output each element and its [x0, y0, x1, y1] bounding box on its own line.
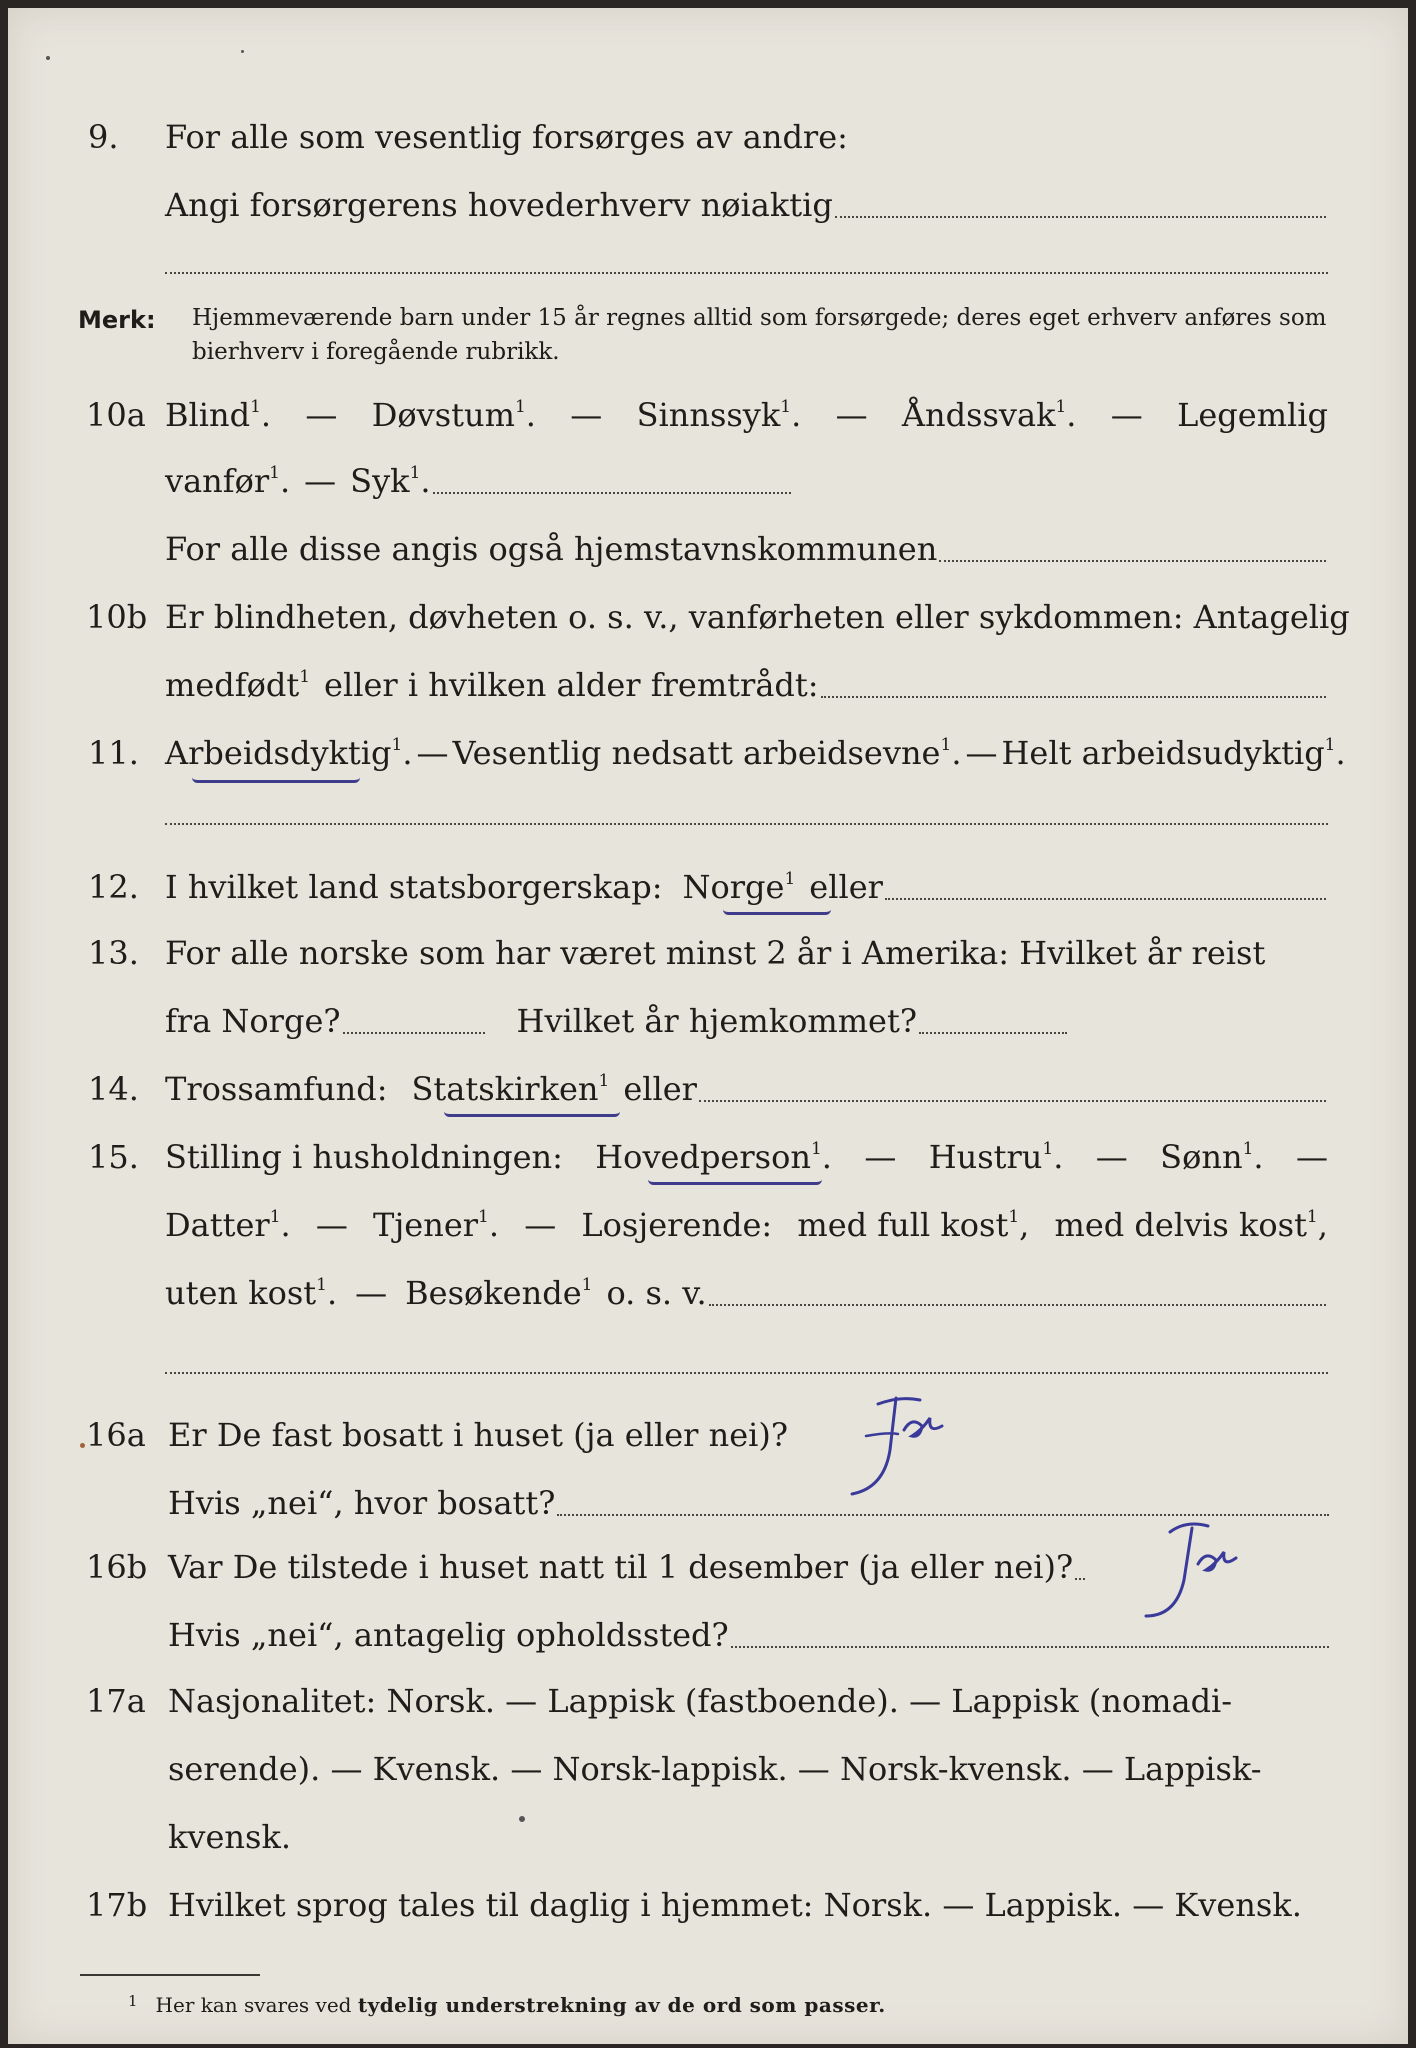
question-11-row: 11. Arbeidsdyktig$^1$. — Vesentlig nedsatt arbeidsevne$^1$. — Helt arbeidsudyktig$^1$.: [88, 734, 1346, 772]
question-16a-prompt: Hvis „nei“, hvor bosatt?: [168, 1484, 556, 1522]
option-hovedperson[interactable]: Hovedperson: [595, 1138, 811, 1176]
pen-underline-arbeidsdyktig: [192, 772, 360, 783]
footnote-ref: 1: [1306, 1207, 1318, 1227]
paper-speck: [46, 56, 50, 60]
text-eller: eller: [623, 1070, 697, 1108]
answer-field-13-reist[interactable]: [343, 1031, 485, 1034]
option-medfodt[interactable]: medfødt: [165, 666, 300, 704]
option-legemlig[interactable]: Legemlig: [1177, 396, 1328, 434]
question-17a-row: [8, 1682, 1408, 1722]
question-17a-row-3: [8, 1818, 1408, 1858]
question-16a-text: Er De fast bosatt i huset (ja eller nei)?: [168, 1416, 789, 1454]
question-number: 16b: [86, 1548, 148, 1586]
question-15-row-2: Datter$^1$. — Tjener$^1$. — Losjerende: med full kost$^1$, med delvis kost$^1$,: [165, 1206, 1328, 1244]
option-norge[interactable]: Norge: [682, 868, 785, 906]
pen-underline-norge: [723, 904, 831, 915]
option-syk[interactable]: Syk: [350, 462, 410, 500]
question-number: 10a: [86, 396, 146, 434]
option-vanfor[interactable]: vanfør: [165, 462, 270, 500]
option-sinnssyk[interactable]: Sinnssyk: [636, 396, 781, 434]
handwritten-answer-text: Ja: [1136, 1518, 1137, 1519]
question-number: 9.: [88, 118, 119, 156]
dash: —: [965, 734, 998, 772]
question-13-row-2: [8, 1002, 1408, 1042]
handwritten-answer-text: Ja: [838, 1390, 839, 1391]
question-10b-text: Er blindheten, døvheten o. s. v., vanførheten eller sykdommen: Antagelig: [165, 598, 1350, 636]
note-label: Merk:: [78, 306, 156, 334]
paper-speck: [241, 50, 244, 53]
question-number: 12.: [88, 868, 139, 906]
question-10a-row: 10a Blind$^1$. — Døvstum$^1$. — Sinnssyk$^1$. — Åndssvak$^1$. — Legemlig: [86, 396, 1328, 434]
question-17b-text: Hvilket sprog tales til daglig i hjemmet: Norsk. — Lappisk. — Kvensk.: [168, 1886, 1302, 1924]
question-number: 16a: [86, 1416, 146, 1454]
question-16b-text: Var De tilstede i huset natt til 1 desember (ja eller nei)?: [168, 1548, 1074, 1586]
answer-field-9[interactable]: [835, 215, 1326, 218]
question-17a-row-2: [8, 1750, 1408, 1790]
question-15-row-3: uten kost$^1$. — Besøkende$^1$ o. s. v.: [8, 1274, 1408, 1314]
answer-field-14[interactable]: [699, 1099, 1326, 1102]
footnote-ref: 1: [810, 1139, 822, 1159]
text-eller: eller: [809, 868, 883, 906]
question-15-text: Stilling i husholdningen:: [165, 1138, 563, 1176]
footnote-emphasis: tydelig understrekning av de ord som passer.: [357, 1993, 886, 2017]
dash: —: [570, 396, 603, 434]
option-datter[interactable]: Datter: [165, 1206, 270, 1244]
handwritten-answer-ja-16b: [1136, 1518, 1266, 1630]
footnote-mark: 1: [128, 1992, 138, 2010]
answer-field-10a[interactable]: [433, 491, 791, 494]
question-number: 10b: [86, 598, 148, 636]
answer-field-15[interactable]: [709, 1303, 1326, 1306]
option-arbeidsdyktig[interactable]: Arbeidsdyktig: [165, 734, 392, 772]
option-sonn[interactable]: Sønn: [1160, 1138, 1243, 1176]
dash: —: [355, 1274, 388, 1312]
dash: —: [304, 462, 337, 500]
dash: —: [315, 1206, 348, 1244]
answer-field-16b[interactable]: [1075, 1577, 1085, 1580]
question-13-prompt-reist: fra Norge?: [165, 1002, 341, 1040]
question-9-row: [8, 118, 1408, 158]
answer-field-11-extra[interactable]: [165, 823, 1328, 825]
dash: —: [305, 396, 338, 434]
question-10b-prompt: eller i hvilken alder fremtrådt:: [324, 666, 819, 704]
option-statskirken[interactable]: Statskirken: [411, 1070, 599, 1108]
footnote-ref: 1: [598, 1071, 610, 1091]
question-13-prompt-hjemkommet: Hvilket år hjemkommet?: [516, 1002, 917, 1040]
question-17a-text-3: kvensk.: [168, 1818, 291, 1856]
option-losjerende[interactable]: Losjerende:: [581, 1206, 773, 1244]
question-13-text: For alle norske som har været minst 2 år i Amerika: Hvilket år reist: [165, 934, 1266, 972]
dash: —: [1295, 1138, 1328, 1176]
question-10a-row-3: [8, 530, 1408, 570]
question-number: 17b: [86, 1886, 148, 1924]
footnote-ref: 1: [316, 1275, 327, 1295]
text-osv: o. s. v.: [606, 1274, 707, 1312]
answer-field-9-extra[interactable]: [165, 272, 1328, 274]
dash: —: [1110, 396, 1143, 434]
question-12-text: I hvilket land statsborgerskap:: [165, 868, 663, 906]
pen-underline-hovedperson: [648, 1174, 822, 1185]
footnote-ref: 1: [940, 735, 952, 755]
footnote-ref: 1: [391, 735, 403, 755]
pen-underline-statskirken: [444, 1106, 620, 1117]
footnote-ref: 1: [409, 463, 421, 483]
question-17a-text-2: serende). — Kvensk. — Norsk-lappisk. — Norsk-kvensk. — Lappisk-: [168, 1750, 1262, 1788]
question-number: 11.: [88, 734, 139, 772]
question-10b-row-2: [8, 666, 1408, 706]
answer-field-12[interactable]: [885, 897, 1326, 900]
footnote-text: Her kan svares ved: [155, 1993, 352, 2017]
footnote-ref: 1: [784, 869, 796, 889]
option-dovstum[interactable]: Døvstum: [371, 396, 515, 434]
dash: —: [1095, 1138, 1128, 1176]
option-delvis-kost[interactable]: med delvis kost: [1054, 1206, 1307, 1244]
dash: —: [524, 1206, 557, 1244]
question-14-row: [8, 1070, 1408, 1110]
option-andssvak[interactable]: Åndssvak: [901, 396, 1056, 434]
footnote-ref: 1: [1008, 1207, 1020, 1227]
option-hustru[interactable]: Hustru: [928, 1138, 1043, 1176]
footnote-ref: 1: [478, 1207, 489, 1227]
footnote-rule: [80, 1974, 260, 1976]
option-besokende[interactable]: Besøkende: [405, 1274, 582, 1312]
question-9-text: For alle som vesentlig forsørges av andre:: [165, 118, 848, 156]
footnote-ref: 1: [514, 397, 526, 417]
answer-field-10a-kommune[interactable]: [939, 559, 1326, 562]
footnote-ref: 1: [780, 397, 792, 417]
footnote-ref: 1: [299, 667, 311, 687]
footnote: [128, 1993, 886, 2017]
option-uten-kost[interactable]: uten kost: [165, 1274, 317, 1312]
question-17a-text: Nasjonalitet: Norsk. — Lappisk (fastboende). — Lappisk (nomadi-: [168, 1682, 1233, 1720]
option-udyktig[interactable]: Helt arbeidsudyktig: [1001, 734, 1325, 772]
footnote-ref: 1: [1055, 397, 1067, 417]
answer-field-10b[interactable]: [821, 695, 1326, 698]
note-text: Hjemmeværende barn under 15 år regnes alltid som forsørgede; deres eget erhverv anføres som bierhverv i foregående rubrikk.: [192, 305, 1327, 365]
question-9-row-2: [8, 186, 1408, 226]
question-9-prompt: Angi forsørgerens hovederhverv nøiaktig: [165, 186, 833, 224]
question-number: 14.: [88, 1070, 139, 1108]
option-nedsatt[interactable]: Vesentlig nedsatt arbeidsevne: [452, 734, 941, 772]
footnote-ref: 1: [269, 1207, 281, 1227]
footnote-ref: 1: [1042, 1139, 1054, 1159]
footnote-ref: 1: [581, 1275, 593, 1295]
option-blind[interactable]: Blind: [165, 396, 251, 434]
question-10b-row: [8, 598, 1408, 638]
handwritten-answer-ja-16a: [838, 1390, 968, 1502]
option-tjener[interactable]: Tjener: [373, 1206, 479, 1244]
footnote-ref: 1: [250, 397, 261, 417]
answer-field-15-extra[interactable]: [165, 1372, 1328, 1374]
question-16b-prompt: Hvis „nei“, antagelig opholdssted?: [168, 1616, 729, 1654]
footnote-ref: 1: [269, 463, 280, 483]
footnote-ref: 1: [1242, 1139, 1254, 1159]
question-10a-row-2: vanfør$^1$. — Syk$^1$.: [8, 462, 1408, 502]
question-17b-row: [8, 1886, 1408, 1926]
question-number: 15.: [88, 1138, 139, 1176]
question-10a-prompt: For alle disse angis også hjemstavnskommunen: [165, 530, 938, 568]
question-15-row: 15. Stilling i husholdningen: Hovedperson$^1$. — Hustru$^1$. — Sønn$^1$. —: [88, 1138, 1328, 1176]
question-number: 13.: [88, 934, 139, 972]
question-16a-row: [8, 1416, 1408, 1456]
dash: —: [835, 396, 868, 434]
question-14-text: Trossamfund:: [165, 1070, 388, 1108]
answer-field-16b-opholdssted[interactable]: [731, 1645, 1329, 1648]
footnote-ref: 1: [1324, 735, 1336, 755]
question-13-row: [8, 934, 1408, 974]
census-form-page: [8, 8, 1408, 2044]
question-number: 17a: [86, 1682, 146, 1720]
answer-field-13-hjemkommet[interactable]: [919, 1031, 1067, 1034]
dash: —: [416, 734, 449, 772]
question-12-row: [8, 868, 1408, 908]
dash: —: [864, 1138, 897, 1176]
answer-field-16a[interactable]: [557, 1513, 1329, 1516]
option-full-kost[interactable]: med full kost: [797, 1206, 1009, 1244]
